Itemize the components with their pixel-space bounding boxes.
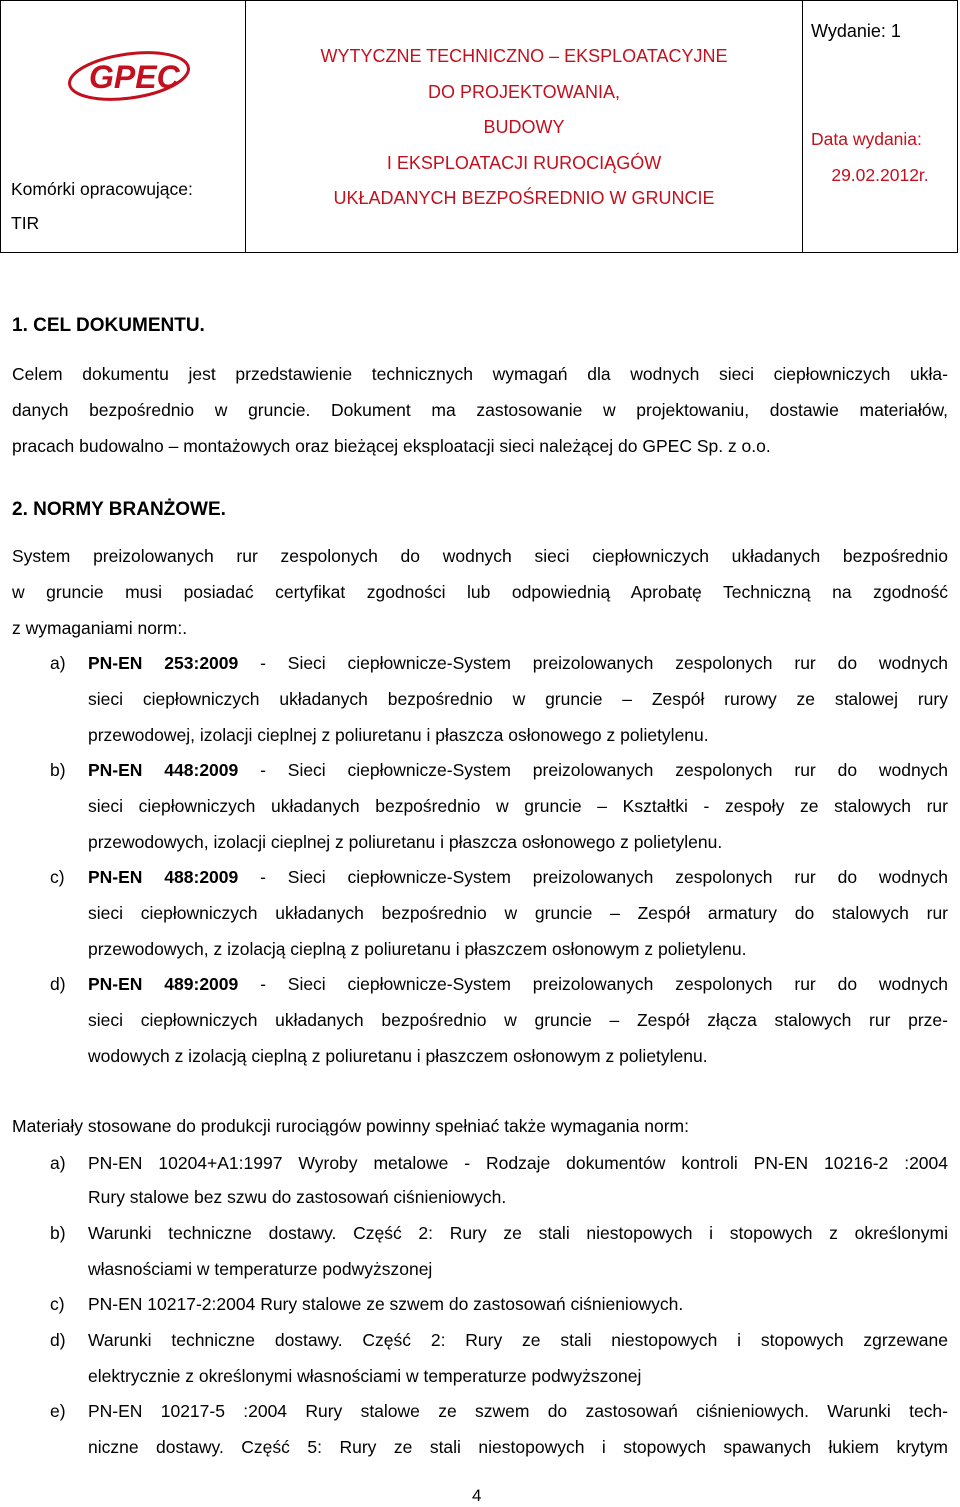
list-label: b)	[50, 1223, 66, 1243]
paragraph-line: pracach budowalno – montażowych oraz bieżącej eksploatacji sieci należącej do GPEC Sp. z o.o.	[12, 436, 771, 456]
svg-text:GPEC: GPEC	[89, 59, 180, 95]
norm-item	[88, 759, 948, 781]
list-label: b)	[50, 760, 66, 780]
norm-line: sieci ciepłowniczych układanych bezpośrednio w gruncie – Kształtki - zespoły ze stalowych rur	[88, 796, 948, 816]
title-line: BUDOWY	[483, 117, 565, 137]
norm-code: PN-EN 448:2009	[88, 760, 239, 780]
list-label: d)	[50, 1330, 66, 1350]
material-line: PN-EN 10204+A1:1997 Wyroby metalowe - Rodzaje dokumentów kontroli PN-EN 10216-2 :2004	[88, 1153, 948, 1173]
gpec-logo	[67, 49, 199, 101]
norm-line: sieci ciepłowniczych układanych bezpośrednio w gruncie – Zespół rurowy ze stalowej rury	[88, 689, 948, 709]
norm-text: - Sieci ciepłownicze-System preizolowanych zespolonych rur do wodnych	[238, 653, 948, 673]
komorki-value: TIR	[11, 213, 40, 233]
material-line: własnościami w temperaturze podwyższonej	[88, 1259, 433, 1279]
paragraph-line: System preizolowanych rur zespolonych do wodnych sieci ciepłowniczych układanych bezpośrednio	[12, 546, 948, 566]
norm-code: PN-EN 488:2009	[88, 867, 239, 887]
header-title-cell	[246, 1, 803, 253]
paragraph-line: danych bezpośrednio w gruncie. Dokument ma zastosowanie w projektowaniu, dostawie materiałów,	[12, 400, 948, 420]
norm-item	[88, 652, 948, 674]
list-label: c)	[50, 867, 65, 887]
norm-text: - Sieci ciepłownicze-System preizolowanych zespolonych rur do wodnych	[238, 974, 948, 994]
material-line: Warunki techniczne dostawy. Część 2: Rury ze stali niestopowych i stopowych z określonymi	[88, 1223, 948, 1243]
title-line: I EKSPLOATACJI RUROCIĄGÓW	[386, 152, 662, 173]
section-2-heading: 2. NORMY BRANŻOWE.	[12, 499, 226, 520]
document-title	[246, 39, 802, 217]
list-label: d)	[50, 974, 66, 994]
norm-line: przewodowej, izolacji cieplnej z poliuretanu i płaszcza osłonowego z polietylenu.	[88, 725, 709, 745]
material-line: Warunki techniczne dostawy. Część 2: Rury ze stali niestopowych i stopowych zgrzewane	[88, 1330, 948, 1350]
issue-date-value: 29.02.2012r.	[831, 165, 929, 185]
list-label: a)	[50, 653, 66, 673]
paragraph-line: Celem dokumentu jest przedstawienie technicznych wymagań dla wodnych sieci ciepłowniczych ukła-	[12, 364, 948, 384]
material-line: Rury stalowe bez szwu do zastosowań ciśnieniowych.	[88, 1187, 507, 1207]
komorki-label: Komórki opracowujące:	[11, 179, 193, 199]
title-line: WYTYCZNE TECHNICZNO – EKSPLOATACYJNE	[320, 46, 728, 66]
title-line: DO PROJEKTOWANIA,	[427, 81, 621, 102]
section-1-heading: 1. CEL DOKUMENTU.	[12, 315, 205, 336]
edition-label: Wydanie: 1	[811, 21, 901, 41]
norm-code: PN-EN 253:2009	[88, 653, 239, 673]
paragraph-line: z wymaganiami norm:.	[12, 618, 188, 638]
norm-item	[88, 973, 948, 995]
material-line: niczne dostawy. Część 5: Rury ze stali niestopowych i stopowych spawanych łukiem krytym	[88, 1437, 948, 1457]
norm-item	[88, 866, 948, 888]
norm-text: - Sieci ciepłownicze-System preizolowanych zespolonych rur do wodnych	[238, 760, 948, 780]
materials-intro: Materiały stosowane do produkcji rurociągów powinny spełniać także wymagania norm:	[12, 1116, 689, 1136]
page-number: 4	[472, 1486, 482, 1505]
norm-line: sieci ciepłowniczych układanych bezpośrednio w gruncie – Zespół złącza stalowych rur prze-	[88, 1010, 948, 1030]
paragraph-line: w gruncie musi posiadać certyfikat zgodności lub odpowiednią Aprobatę Techniczną na zgodność	[12, 582, 948, 602]
material-line: elektrycznie z określonymi własnościami w temperaturze podwyższonej	[88, 1366, 642, 1386]
header-right-cell	[803, 1, 958, 253]
title-line: UKŁADANYCH BEZPOŚREDNIO W GRUNCIE	[333, 188, 715, 208]
list-label: c)	[50, 1294, 65, 1314]
issue-date-label: Data wydania:	[811, 129, 922, 149]
list-label: e)	[50, 1401, 66, 1421]
norm-line: przewodowych, z izolacją cieplną z poliuretanu i płaszczem osłonowym z polietylenu.	[88, 939, 747, 959]
list-label: a)	[50, 1153, 66, 1173]
norm-line: przewodowych, izolacji cieplnej z poliuretanu i płaszcza osłonowego z polietylenu.	[88, 832, 723, 852]
header-left-cell	[1, 1, 246, 253]
norm-line: sieci ciepłowniczych układanych bezpośrednio w gruncie – Zespół armatury do stalowych rur	[88, 903, 948, 923]
norm-text: - Sieci ciepłownicze-System preizolowanych zespolonych rur do wodnych	[238, 867, 948, 887]
document-header	[0, 0, 958, 253]
material-line: PN-EN 10217-2:2004 Rury stalowe ze szwem do zastosowań ciśnieniowych.	[88, 1294, 684, 1314]
material-line: PN-EN 10217-5 :2004 Rury stalowe ze szwem do zastosowań ciśnieniowych. Warunki tech-	[88, 1401, 948, 1421]
norm-code: PN-EN 489:2009	[88, 974, 239, 994]
norm-line: wodowych z izolacją cieplną z poliuretanu i płaszczem osłonowym z polietylenu.	[88, 1046, 708, 1066]
